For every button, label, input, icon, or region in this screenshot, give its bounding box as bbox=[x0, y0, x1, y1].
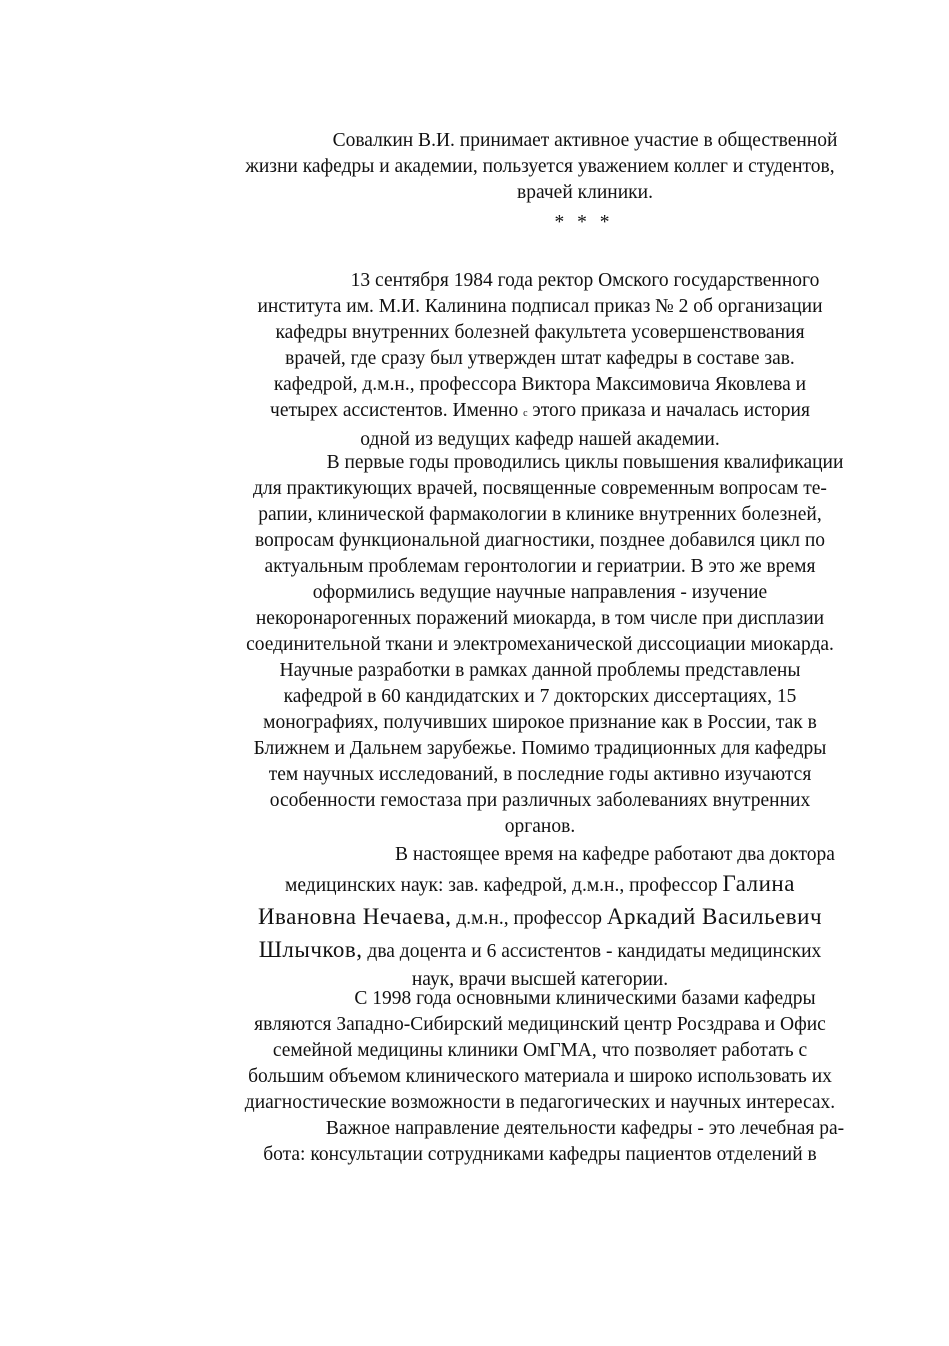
text-line: для практикующих врачей, посвященные современным вопросам те- bbox=[253, 478, 827, 499]
text-fragment: этого приказа и началась история bbox=[532, 400, 810, 421]
text-line: диагностические возможности в педагогических и научных интересах. bbox=[244, 1092, 836, 1113]
text-line: врачей клиники. bbox=[517, 182, 653, 203]
paragraph-intro bbox=[190, 128, 890, 206]
person-name: Шлычков, bbox=[258, 937, 363, 962]
text-line: особенности гемостаза при различных заболеваниях внутренних bbox=[269, 790, 811, 811]
text-fragment: четырех ассистентов. Именно bbox=[270, 400, 519, 421]
text-fragment: медицинских наук: зав. кафедрой, д.м.н., профессор bbox=[285, 875, 718, 896]
text-line: Важное направление деятельности кафедры - это лечебная ра- bbox=[325, 1118, 845, 1139]
paragraph-staff bbox=[190, 842, 890, 993]
person-name: Аркадий Васильевич bbox=[606, 904, 823, 929]
text-line: соединительной ткани и электромеханической диссоциации миокарда. bbox=[246, 634, 834, 655]
paragraph-first-years bbox=[190, 450, 890, 840]
text-line: актуальным проблемам геронтологии и гериатрии. В это же время bbox=[264, 556, 816, 577]
text-line: большим объемом клинического материала и широко использовать их bbox=[248, 1066, 832, 1087]
separator-stars: * * * bbox=[554, 212, 614, 233]
text-line: С 1998 года основными клиническими базами кафедры bbox=[354, 988, 816, 1009]
text-line: монографиях, получивших широкое признание как в России, так в bbox=[263, 712, 817, 733]
text-line: одной из ведущих кафедр нашей академии. bbox=[360, 429, 720, 450]
text-line bbox=[190, 398, 890, 427]
small-letter: с bbox=[523, 408, 528, 419]
text-line: кафедрой, д.м.н., профессора Виктора Максимовича Яковлева и bbox=[273, 374, 807, 395]
text-line: Ближнем и Дальнем зарубежье. Помимо традиционных для кафедры bbox=[253, 738, 827, 759]
text-line: оформились ведущие научные направления - изучение bbox=[312, 582, 768, 603]
text-line: В настоящее время на кафедре работают два доктора bbox=[395, 844, 835, 865]
text-line: семейной медицины клиники ОмГМА, что позволяет работать с bbox=[272, 1040, 808, 1061]
text-line: органов. bbox=[504, 816, 576, 837]
text-line: Научные разработки в рамках данной проблемы представлены bbox=[279, 660, 801, 681]
text-line bbox=[190, 868, 890, 901]
text-line: Совалкин В.И. принимает активное участие в общественной bbox=[332, 130, 838, 151]
text-fragment: два доцента и 6 ассистентов - кандидаты медицинских bbox=[367, 941, 822, 962]
paragraph-treatment bbox=[190, 1116, 890, 1168]
text-line: врачей, где сразу был утвержден штат кафедры в составе зав. bbox=[285, 348, 795, 369]
paragraph-1998 bbox=[190, 986, 890, 1116]
person-name: Ивановна Нечаева, bbox=[257, 904, 452, 929]
separator bbox=[190, 210, 890, 236]
text-line: вопросам функциональной диагностики, позднее добавился цикл по bbox=[254, 530, 826, 551]
text-line: некоронарогенных поражений миокарда, в том числе при дисплазии bbox=[255, 608, 825, 629]
text-line bbox=[190, 934, 890, 967]
text-line bbox=[190, 901, 890, 934]
text-line: кафедрой в 60 кандидатских и 7 докторских диссертациях, 15 bbox=[283, 686, 797, 707]
text-line: наук, врачи высшей категории. bbox=[411, 969, 669, 990]
text-line: института им. М.И. Калинина подписал приказ № 2 об организации bbox=[257, 296, 823, 317]
text-line: 13 сентября 1984 года ректор Омского государственного bbox=[350, 270, 820, 291]
text-line: В первые годы проводились циклы повышения квалификации bbox=[326, 452, 844, 473]
text-line: бота: консультации сотрудниками кафедры пациентов отделений в bbox=[263, 1144, 817, 1165]
text-line: тем научных исследований, в последние годы активно изучаются bbox=[268, 764, 812, 785]
text-line: являются Западно-Сибирский медицинский центр Росздрава и Офис bbox=[254, 1014, 826, 1035]
text-fragment: д.м.н., профессор bbox=[456, 908, 602, 929]
text-line: жизни кафедры и академии, пользуется уважением коллег и студентов, bbox=[245, 156, 835, 177]
text-line: кафедры внутренних болезней факультета усовершенствования bbox=[275, 322, 805, 343]
text-line: рапии, клинической фармакологии в клинике внутренних болезней, bbox=[258, 504, 822, 525]
person-name: Галина bbox=[722, 871, 795, 896]
paragraph-1984 bbox=[190, 268, 890, 453]
